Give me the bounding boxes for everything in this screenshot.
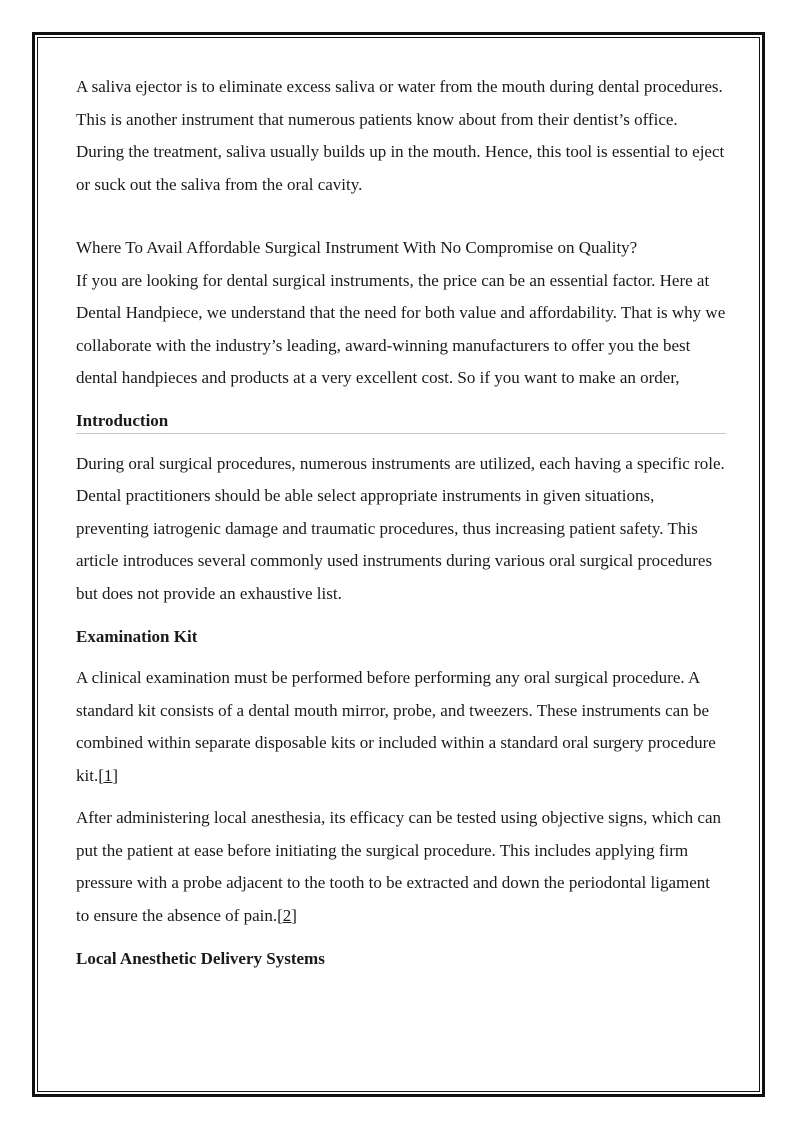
paragraph-examination [76,662,726,792]
document-body [76,71,726,974]
heading-introduction: Introduction [76,409,726,434]
paragraph-introduction: During oral surgical procedures, numerous instruments are utilized, each having a specific role. Dental practitioners should be able select appropriate instruments in given situations, preventing iatrogenic damage and traumatic procedures, thus increasing patient safety. This article introduces several commonly used instruments during various oral surgical procedures but does not provide an exhaustive list. [76,453,725,603]
paragraph-where-to-avail-title: Where To Avail Affordable Surgical Instrument With No Compromise on Quality? [76,238,638,257]
paragraph-examination-text: A clinical examination must be performed before performing any oral surgical procedure. A standard kit consists of a dental mouth mirror, probe, and tweezers. These instruments can be combined within separate disposable kits or included within a standard oral surgery procedure kit. [76,668,716,785]
paragraph-saliva-ejector: A saliva ejector is to eliminate excess saliva or water from the mouth during dental procedures. This is another instrument that numerous patients know about from their dentist’s office. During the treatment, saliva usually builds up in the mouth. Hence, this tool is essential to eject or suck out the saliva from the oral cavity. [76,77,725,194]
citation-link-1[interactable]: [1] [98,765,119,785]
heading-local-anesthetic: Local Anesthetic Delivery Systems [76,949,325,968]
paragraph-anesthesia-text: After administering local anesthesia, its efficacy can be tested using objective signs, which can put the patient at ease before initiating the surgical procedure. This includes applying firm pressure with a probe adjacent to the tooth to be extracted and down the periodontal ligament to ensure the absence of pain. [76,808,722,925]
citation-link-2[interactable]: [2] [277,905,297,925]
paragraph-where-to-avail-body: If you are looking for dental surgical instruments, the price can be an essential factor. Here at Dental Handpiece, we understand that the need for both value and affordability. That is why we collaborate with the industry’s leading, award-winning manufacturers to offer you the best dental handpieces and products at a very excellent cost. So if you want to make an order, [76,270,726,387]
paragraph-anesthesia [76,802,726,932]
heading-examination-kit: Examination Kit [76,627,198,646]
